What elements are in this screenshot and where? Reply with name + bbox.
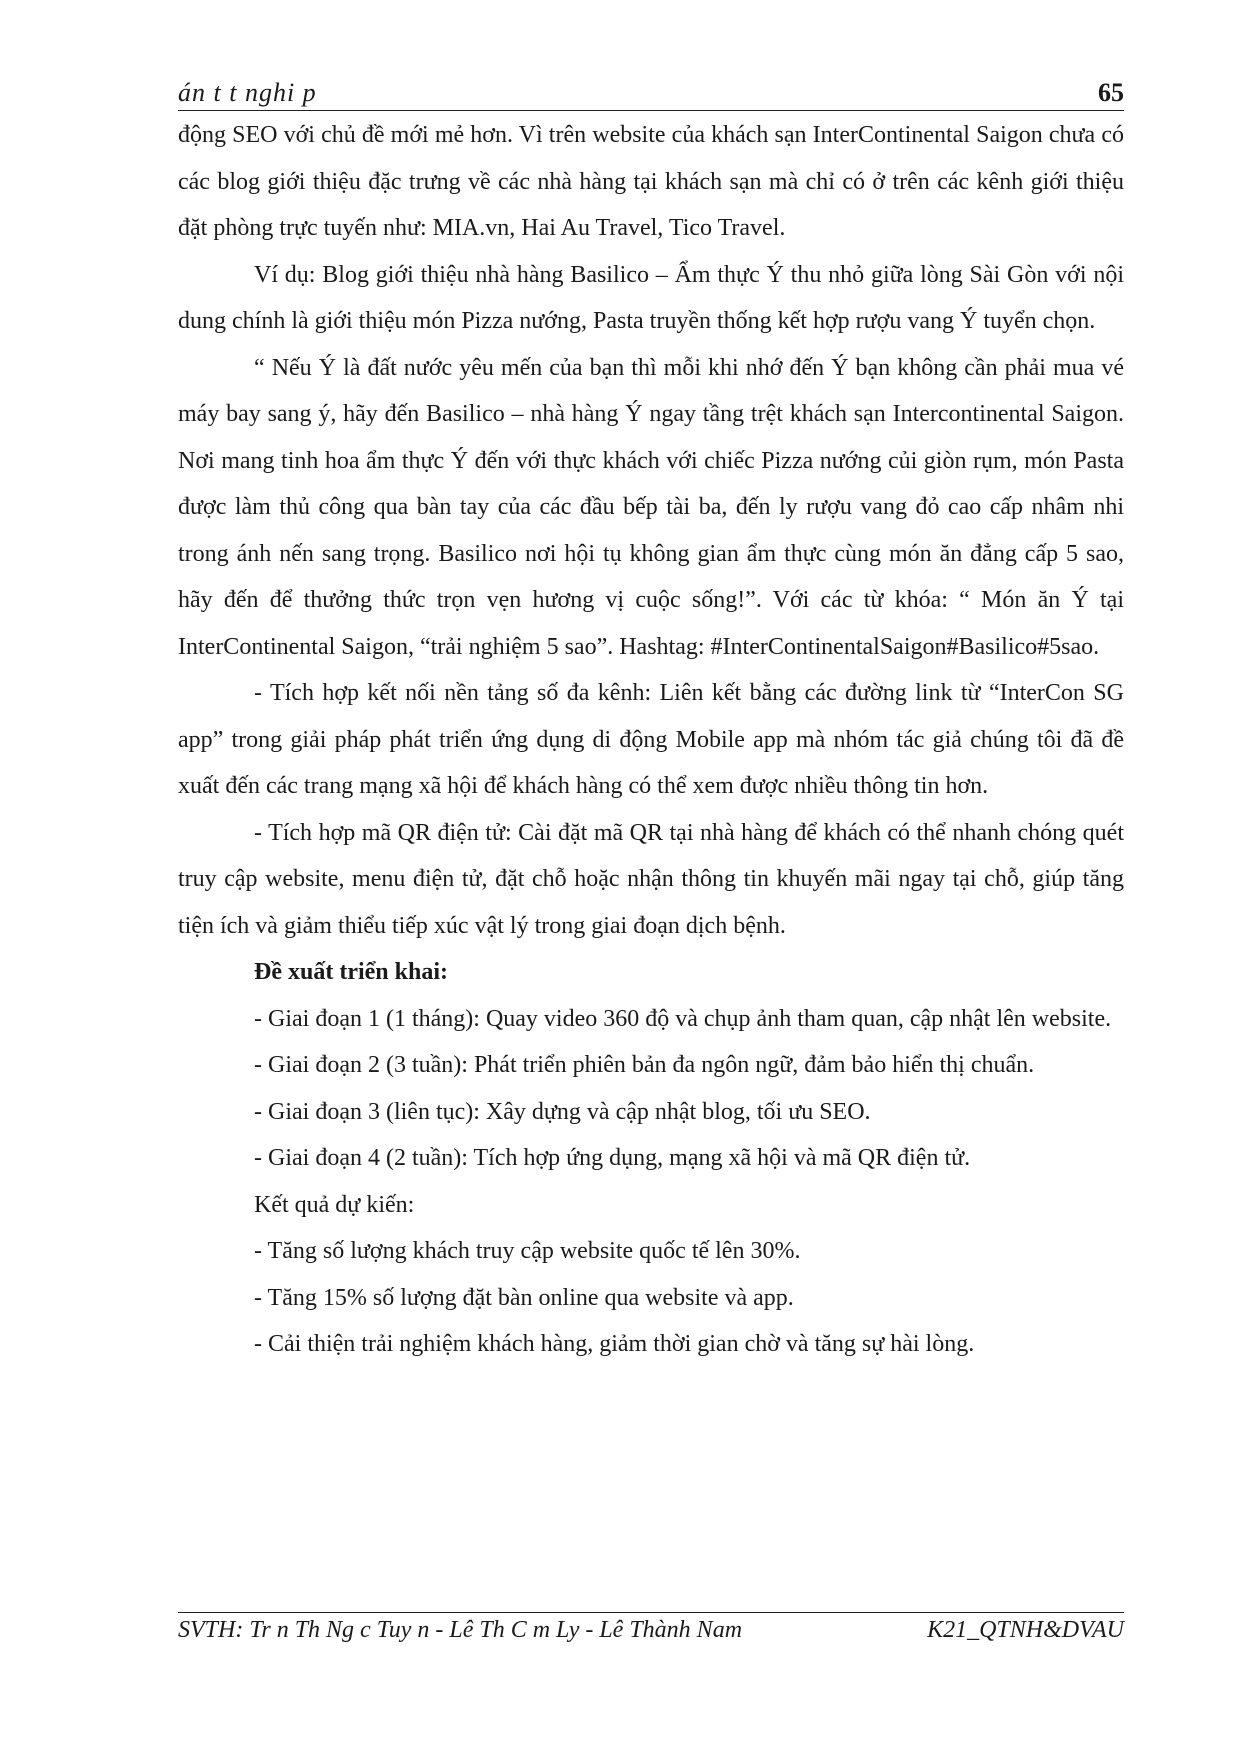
list-item: - Giai đoạn 3 (liên tục): Xây dựng và cập nhật blog, tối ưu SEO.	[254, 1098, 871, 1125]
list-item: - Giai đoạn 4 (2 tuần): Tích hợp ứng dụng, mạng xã hội và mã QR điện tử.	[254, 1145, 971, 1171]
paragraph: Ví dụ: Blog giới thiệu nhà hàng Basilico – Ẩm thực Ý thu nhỏ giữa lòng Sài Gòn với nội dung chính là giới thiệu món Pizza nướng, Pasta truyền thống kết hợp rượu vang Ý tuyển chọn.	[178, 261, 1124, 334]
list-item: - Giai đoạn 2 (3 tuần): Phát triển phiên bản đa ngôn ngữ, đảm bảo hiển thị chuẩn.	[254, 1052, 1035, 1078]
paragraph: - Tích hợp mã QR điện tử: Cài đặt mã QR tại nhà hàng để khách có thể nhanh chóng quét truy cập website, menu điện tử, đặt chỗ hoặc nhận thông tin khuyến mãi ngay tại chỗ, giúp tăng tiện ích và giảm thiểu tiếp xúc vật lý trong giai đoạn dịch bệnh.	[178, 819, 1124, 939]
page-header	[178, 72, 1124, 111]
section-heading: Kết quả dự kiến:	[254, 1191, 415, 1218]
list-item: - Cải thiện trải nghiệm khách hàng, giảm thời gian chờ và tăng sự hài lòng.	[254, 1331, 975, 1357]
section-heading: Đề xuất triển khai:	[254, 959, 448, 985]
page-number: 65	[1098, 78, 1124, 107]
footer-class-code: K21_QTNH&DVAU	[927, 1617, 1124, 1643]
page-footer	[178, 1612, 1124, 1644]
list-item: - Tăng số lượng khách truy cập website quốc tế lên 30%.	[254, 1238, 801, 1264]
list-item: - Giai đoạn 1 (1 tháng): Quay video 360 độ và chụp ảnh tham quan, cập nhật lên website.	[254, 1005, 1112, 1032]
footer-authors: SVTH: Tr n Th Ng c Tuy n - Lê Th C m Ly - Lê Thành Nam	[178, 1617, 743, 1643]
page-body	[178, 112, 1124, 1368]
paragraph: “ Nếu Ý là đất nước yêu mến của bạn thì mỗi khi nhớ đến Ý bạn không cần phải mua vé máy bay sang ý, hãy đến Basilico – nhà hàng Ý ngay tầng trệt khách sạn Intercontinental Saigon. Nơi mang tinh hoa ẩm thực Ý đến với thực khách với chiếc Pizza nướng củi giòn rụm, món Pasta được làm thủ công qua bàn tay của các đầu bếp tài ba, đến ly rượu vang đỏ cao cấp nhâm nhi trong ánh nến sang trọng. Basilico nơi hội tụ không gian ẩm thực cùng món ăn đẳng cấp 5 sao, hãy đến để thưởng thức trọn vẹn hương vị cuộc sống!”. Với các từ khóa: “ Món ăn Ý tại InterContinental Saigon, “trải nghiệm 5 sao”. Hashtag: #InterContinentalSaigon#Basilico#5sao.	[178, 354, 1124, 660]
paragraph: động SEO với chủ đề mới mẻ hơn. Vì trên website của khách sạn InterContinental Saigon chưa có các blog giới thiệu đặc trưng về các nhà hàng tại khách sạn mà chỉ có ở trên các kênh giới thiệu đặt phòng trực tuyến như: MIA.vn, Hai Au Travel, Tico Travel.	[178, 122, 1124, 241]
paragraph: - Tích hợp kết nối nền tảng số đa kênh: Liên kết bằng các đường link từ “InterCon SG app” trong giải pháp phát triển ứng dụng di động Mobile app mà nhóm tác giả chúng tôi đã đề xuất đến các trang mạng xã hội để khách hàng có thể xem được nhiều thông tin hơn.	[178, 680, 1124, 799]
list-item: - Tăng 15% số lượng đặt bàn online qua website và app.	[254, 1284, 794, 1311]
header-title: án t t nghi p	[178, 78, 317, 107]
